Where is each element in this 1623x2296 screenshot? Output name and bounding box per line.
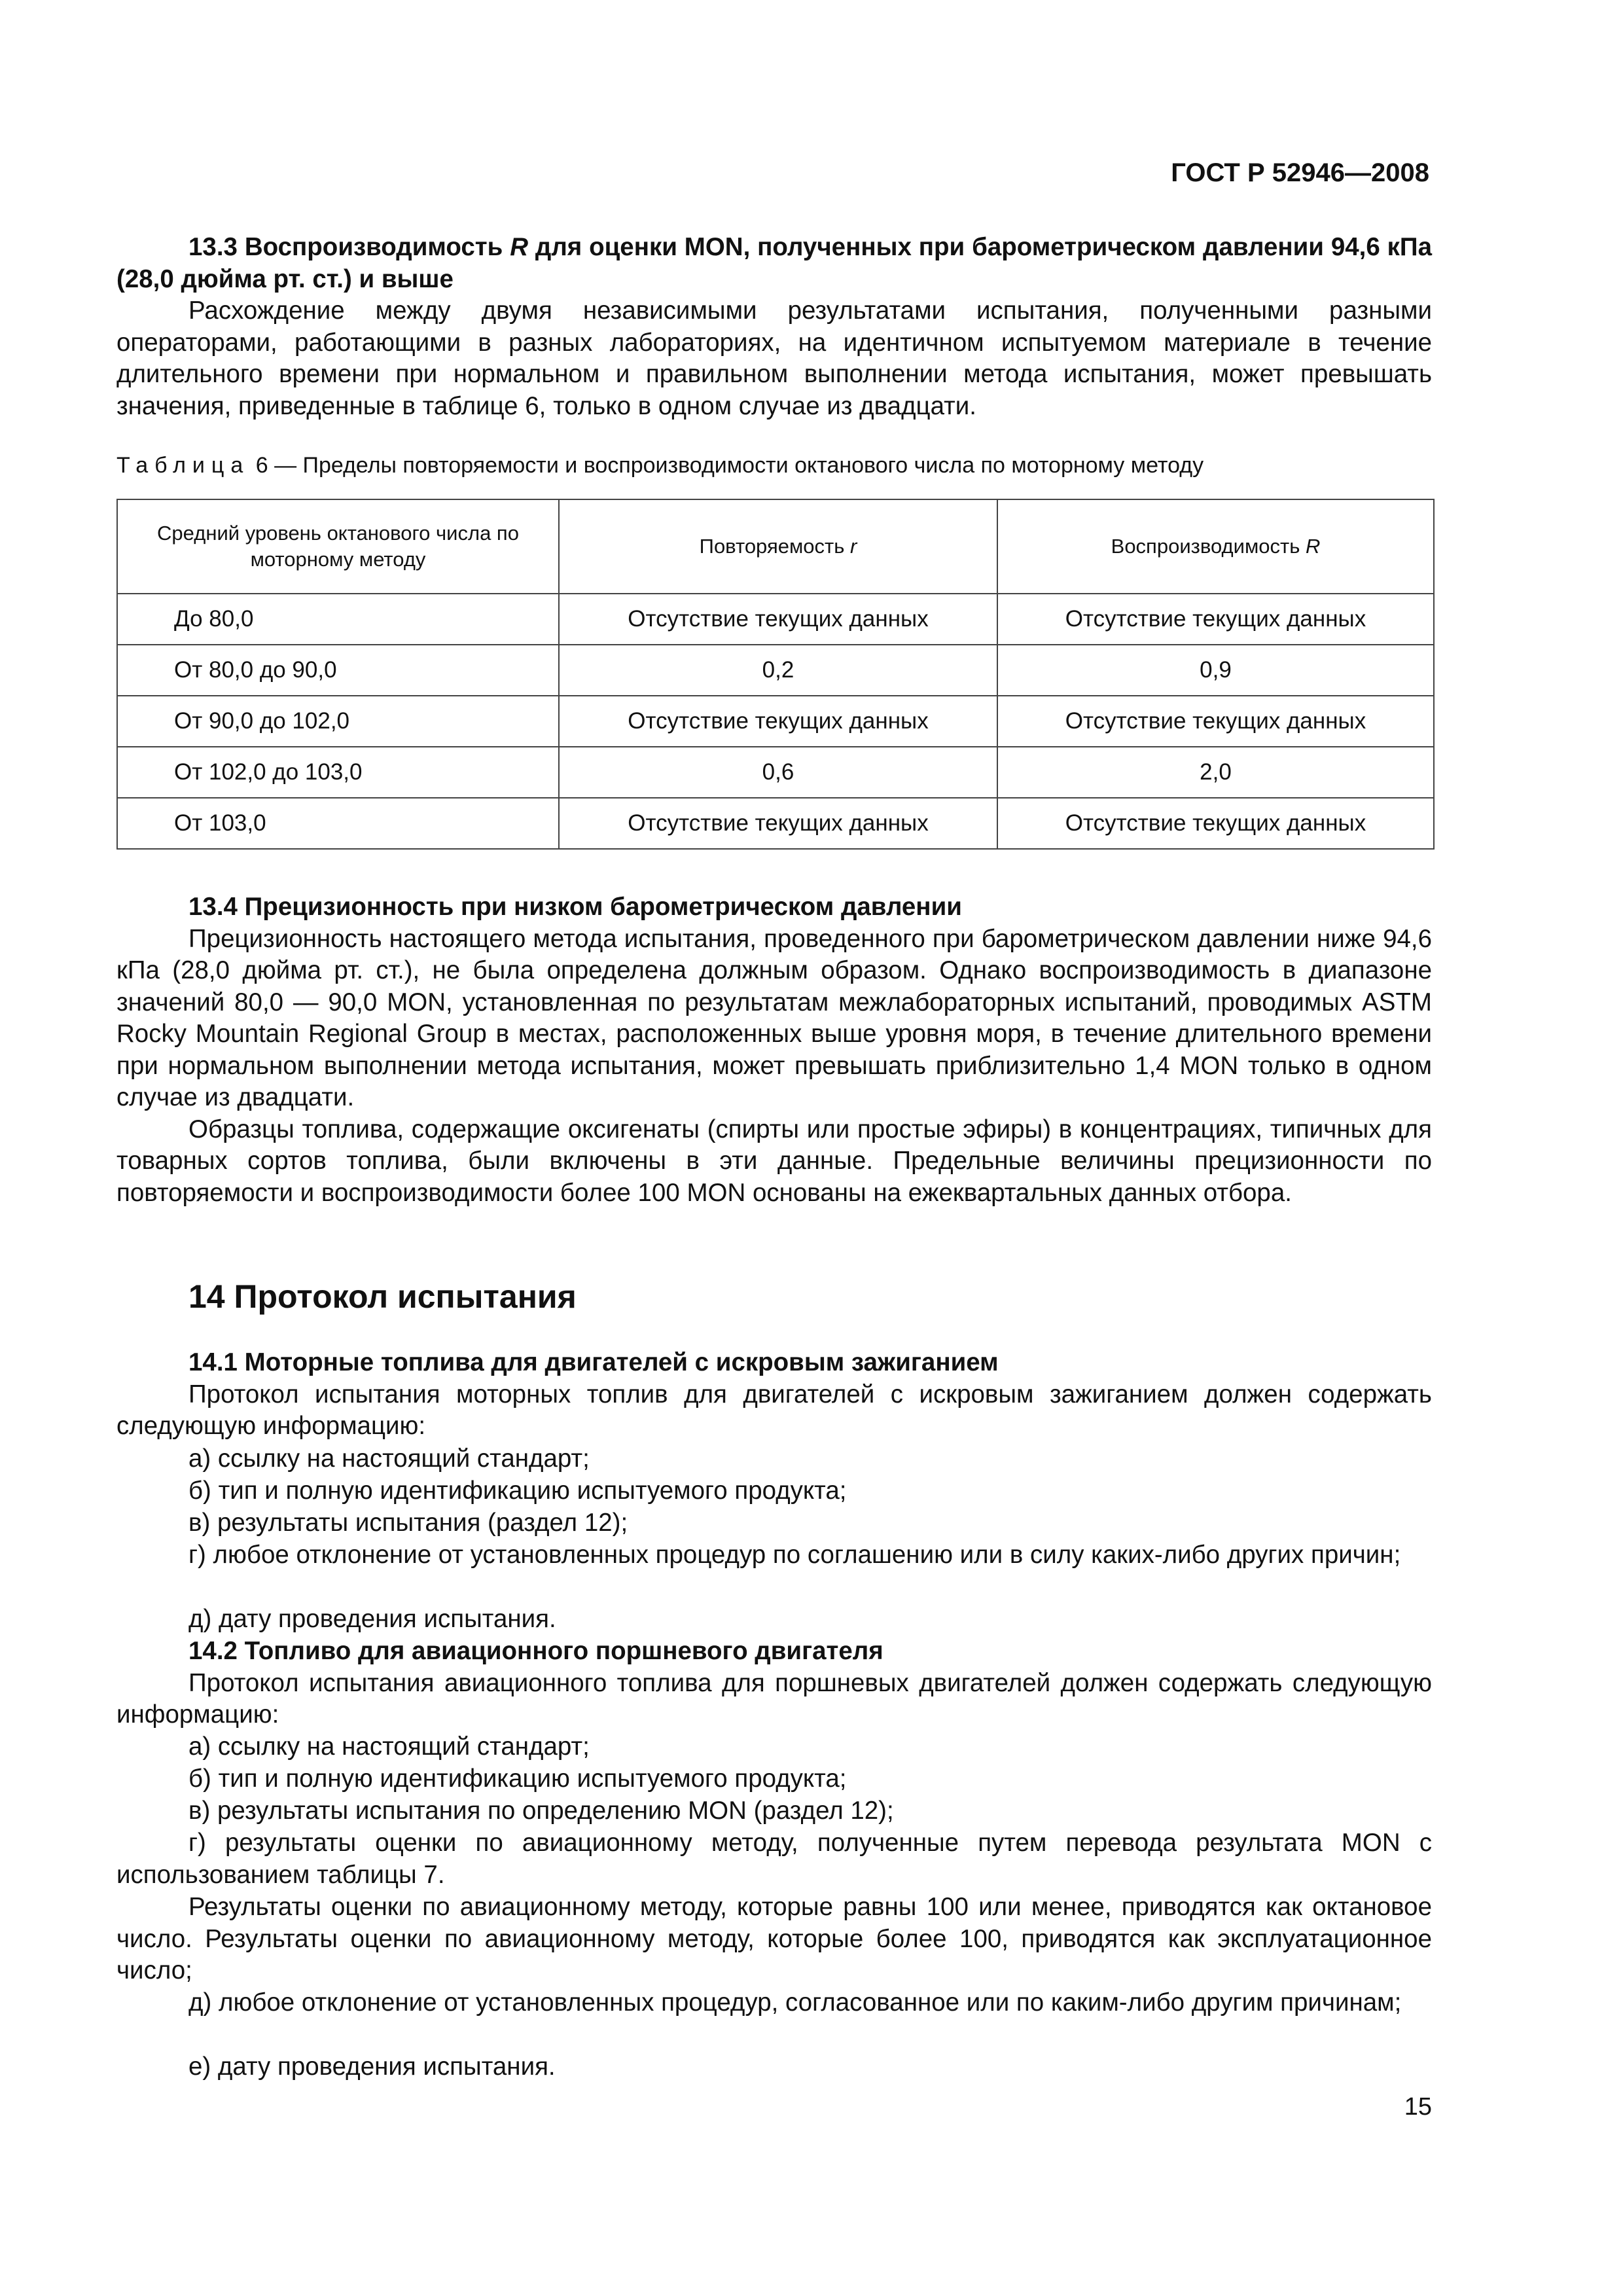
header-repeatability [559,499,997,594]
cell-reproducibility: Отсутствие текущих данных [997,696,1434,747]
cell-repeatability: 0,2 [559,645,997,696]
page-number: 15 [1404,2093,1432,2121]
table-row [117,747,1434,798]
header-repeatability-var: r [850,535,857,558]
header-repeatability-text: Повторяемость [699,535,850,558]
section-13-3-body: Расхождение между двумя независимыми результатами испытания, полученными разными операторами, работающими в разных лабораториях, на идентичном испытуемом материале в течение длительного времени при нормальном и правильном выполнении метода испытания, может превышать значения, приведенные в таблице 6, только в одном случае из двадцати. [116,296,1432,420]
list-item: д) любое отклонение от установленных процедур, согласованное или по каким-либо другим причинам; [188,1988,1402,2017]
table-row [117,645,1434,696]
section-14-2 [116,1636,1432,1731]
list-item: г) результаты оценки по авиационному методу, полученные путем перевода результата MON с использованием таблицы 7. [116,1829,1432,1889]
list-item: а) ссылку на настоящий стандарт; [188,1732,590,1761]
header-reproducibility [997,499,1434,594]
list-item: е) дату проведения испытания. [188,2053,556,2081]
cell-level: До 80,0 [117,594,559,645]
list-item: г) любое отклонение от установленных процедур по соглашению или в силу каких-либо других причин; [188,1541,1401,1569]
cell-repeatability: Отсутствие текущих данных [559,798,997,849]
section-14-1-title: 14.1 Моторные топлива для двигателей с искровым зажиганием [188,1348,999,1376]
table-row [117,696,1434,747]
section-14-1 [116,1347,1432,1443]
section-14-title: 14 Протокол испытания [188,1278,577,1315]
header-octane-level: Средний уровень октанового числа по моторному методу [117,499,559,594]
section-14-2-title: 14.2 Топливо для авиационного поршневого двигателя [188,1637,883,1665]
cell-repeatability: Отсутствие текущих данных [559,594,997,645]
table-6-caption [116,453,1204,478]
section-13-3-title-a: Воспроизводимость [244,233,510,261]
cell-level: От 90,0 до 102,0 [117,696,559,747]
cell-level: От 103,0 [117,798,559,849]
section-13-3-title-var: R [510,233,529,261]
table-6 [116,499,1435,850]
cell-repeatability: Отсутствие текущих данных [559,696,997,747]
list-item: в) результаты испытания (раздел 12); [188,1509,628,1537]
cell-level: От 102,0 до 103,0 [117,747,559,798]
section-13-4 [116,891,1432,1209]
list-item: в) результаты испытания по определению MON (раздел 12); [188,1797,894,1825]
cell-repeatability: 0,6 [559,747,997,798]
cell-reproducibility: 0,9 [997,645,1434,696]
list-item: б) тип и полную идентификацию испытуемого продукта; [188,1477,847,1505]
list-item: а) ссылку на настоящий стандарт; [188,1444,590,1473]
cell-reproducibility: 2,0 [997,747,1434,798]
section-13-4-paragraph-2: Образцы топлива, содержащие оксигенаты (спирты или простые эфиры) в концентрациях, типичных для товарных сортов топлива, были включены в эти данные. Предельные величины прецизионности по повторяемости и воспроизводимости более 100 MON основаны на ежеквартальных данных отбора. [116,1115,1432,1207]
section-14-2-intro: Протокол испытания авиационного топлива для поршневых двигателей должен содержать следующую информацию: [116,1668,1432,1729]
header-reproducibility-text: Воспроизводимость [1111,535,1306,558]
document-code: ГОСТ Р 52946—2008 [1171,158,1429,187]
table-6-caption-label: Таблица [116,453,250,478]
section-13-4-title: 13.4 Прецизионность при низком барометрическом давлении [188,893,962,921]
table-row [117,798,1434,849]
section-13-3-number: 13.3 [188,233,238,261]
section-13-3-title-b: для оценки MON, полученных при барометрическом давлении 94,6 кПа (28,0 дюйма рт. ст.) и выше [116,233,1432,293]
list-item: д) дату проведения испытания. [188,1605,556,1633]
section-13-4-paragraph-1: Прецизионность настоящего метода испытания, проведенного при барометрическом давлении ниже 94,6 кПа (28,0 дюйма рт. ст.), не была определена должным образом. Однако воспроизводимость в диапазоне значений 80,0 — 90,0 MON, установленная по результатам межлабораторных испытаний, проводимых ASTM Rocky Mountain Regional Group в местах, расположенных выше уровня моря, в течение длительного времени при нормальном выполнении метода испытания, может превышать приблизительно 1,4 MON только в одном случае из двадцати. [116,924,1432,1111]
section-14-1-intro: Протокол испытания моторных топлив для двигателей с искровым зажиганием должен содержать следующую информацию: [116,1380,1432,1440]
section-13-3 [116,232,1432,422]
table-row [117,594,1434,645]
section-13-3-title [116,233,1432,293]
list-item: б) тип и полную идентификацию испытуемого продукта; [188,1765,847,1793]
cell-reproducibility: Отсутствие текущих данных [997,594,1434,645]
header-reproducibility-var: R [1305,535,1321,558]
table-6-caption-text: 6 — Пределы повторяемости и воспроизводимости октанового числа по моторному методу [249,453,1204,478]
section-14-2-note: Результаты оценки по авиационному методу, которые равны 100 или менее, приводятся как октановое число. Результаты оценки по авиационному методу, которые более 100, приводятся как эксплуатационное число; [116,1893,1432,1984]
cell-level: От 80,0 до 90,0 [117,645,559,696]
table-6-header-row [117,499,1434,594]
cell-reproducibility: Отсутствие текущих данных [997,798,1434,849]
